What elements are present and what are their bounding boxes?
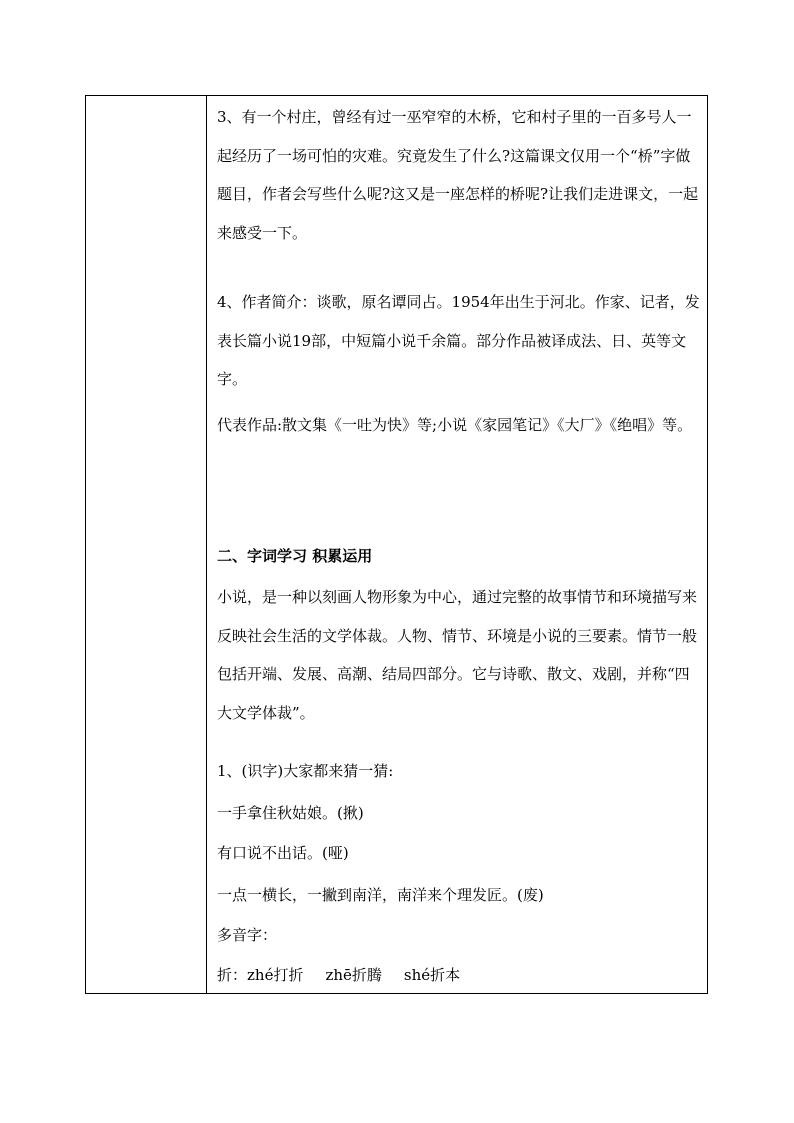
polyphone-row bbox=[217, 965, 482, 985]
section-heading: 二、字词学习 积累运用 bbox=[217, 547, 373, 565]
polyphone-char: 折： bbox=[217, 966, 248, 984]
content-cell bbox=[207, 96, 707, 993]
paragraph-intro: 3、有一个村庄，曾经有过一巫窄窄的木桥，它和村子里的一百多号人一起经历了一场可怕的灾难。究竟发生了什么?这篇课文仅用一个“桥”字做题目，作者会写些什么呢?这又是一座怎样的桥呢?让我们走进课文，一起来感受一下。 bbox=[217, 108, 699, 242]
riddle-2: 有口说不出话。(哑) bbox=[217, 844, 349, 862]
polyphone-reading: zhē折腾 bbox=[325, 966, 382, 984]
paragraph-novel-definition: 小说，是一种以刻画人物形象为中心，通过完整的故事情节和环境描写来反映社会生活的文学体裁。人物、情节、环境是小说的三要素。情节一般包括开端、发展、高潮、结局四部分。它与诗歌、散文、戏剧，并称“四大文学体裁”。 bbox=[217, 588, 698, 722]
paragraph-author: 4、作者简介：谈歌，原名谭同占。1954年出生于河北。作家、记者，发表长篇小说19部，中短篇小说千余篇。部分作品被译成法、日、英等文字。 bbox=[217, 293, 700, 388]
riddle-1: 一手拿住秋姑娘。(揪) bbox=[217, 804, 364, 822]
polyphone-label: 多音字： bbox=[217, 926, 278, 944]
riddle-intro: 1、(识字)大家都来猜一猜: bbox=[217, 762, 394, 780]
lesson-table bbox=[85, 95, 708, 994]
left-column-cell bbox=[86, 96, 207, 993]
polyphone-reading: shé折本 bbox=[403, 966, 461, 984]
riddle-3: 一点一横长，一撇到南洋，南洋来个理发匠。(废) bbox=[217, 886, 544, 904]
polyphone-reading: zhé打折 bbox=[247, 966, 304, 984]
paragraph-works: 代表作品:散文集《一吐为快》等;小说《家园笔记》《大厂》《绝唱》等。 bbox=[217, 416, 693, 434]
